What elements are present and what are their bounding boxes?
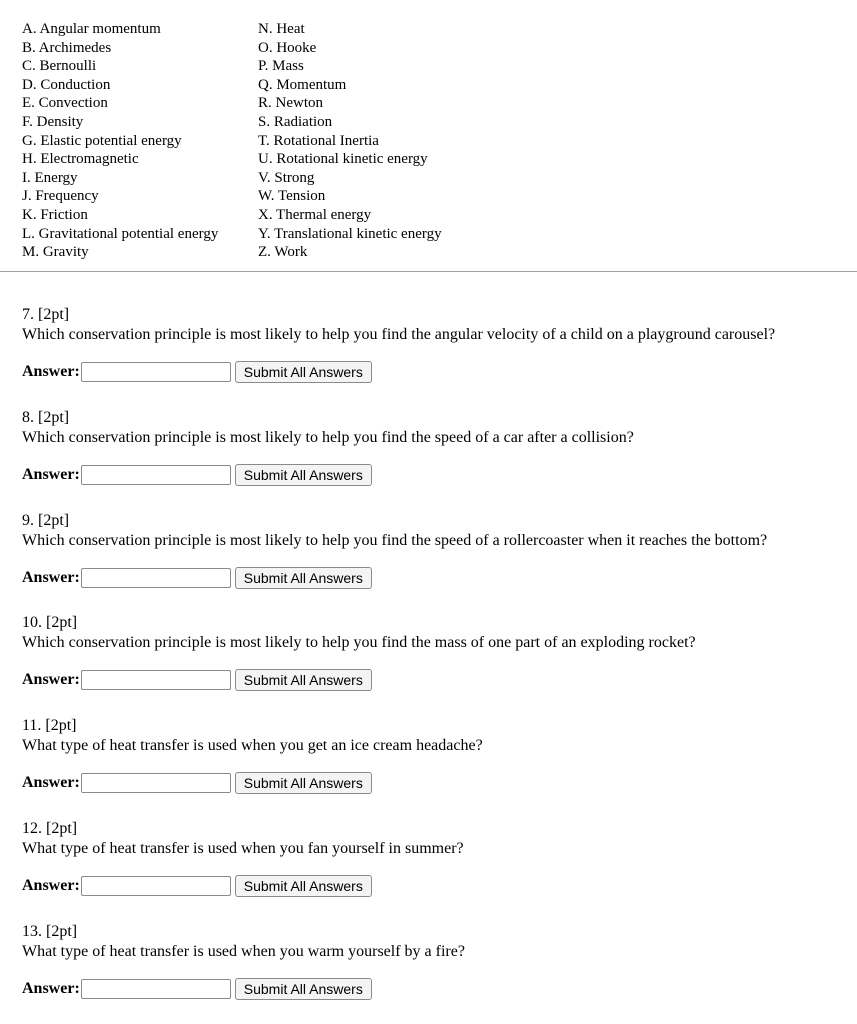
word-bank-item: U. Rotational kinetic energy — [258, 151, 428, 168]
answer-row — [22, 874, 372, 898]
answer-label: Answer: — [22, 466, 80, 483]
question-8 — [22, 408, 857, 483]
answer-label: Answer: — [22, 363, 80, 380]
question-number: 11. [2pt] — [22, 717, 77, 734]
question-number: 12. [2pt] — [22, 820, 78, 837]
question-text: What type of heat transfer is used when you fan yourself in summer? — [22, 840, 464, 857]
word-bank-left-column — [22, 20, 218, 262]
word-bank-item: L. Gravitational potential energy — [22, 225, 219, 242]
word-bank-item: N. Heat — [258, 21, 305, 37]
word-bank-item: S. Radiation — [258, 113, 333, 130]
question-text: What type of heat transfer is used when you warm yourself by a fire? — [22, 943, 465, 960]
answer-row — [22, 566, 372, 590]
answer-input-q11[interactable] — [81, 773, 231, 793]
word-bank-item: B. Archimedes — [22, 39, 112, 56]
word-bank-item: Y. Translational kinetic energy — [258, 225, 442, 242]
answer-row — [22, 463, 372, 487]
submit-all-answers-button[interactable]: Submit All Answers — [235, 464, 372, 486]
word-bank-item: I. Energy — [22, 169, 78, 186]
answer-input-q8[interactable] — [81, 465, 231, 485]
word-bank-item: H. Electromagnetic — [22, 151, 139, 168]
answer-input-q10[interactable] — [81, 670, 231, 690]
answer-input-q7[interactable] — [81, 362, 231, 382]
word-bank-item: E. Convection — [22, 95, 108, 112]
question-10 — [22, 613, 857, 688]
question-text: Which conservation principle is most likely to help you find the mass of one part of an exploding rocket? — [22, 634, 696, 651]
answer-input-q13[interactable] — [81, 979, 231, 999]
word-bank-item: X. Thermal energy — [258, 206, 372, 223]
question-text: Which conservation principle is most likely to help you find the angular velocity of a child on a playground carousel? — [22, 326, 776, 343]
answer-row — [22, 771, 372, 795]
question-text: Which conservation principle is most likely to help you find the speed of a car after a collision? — [22, 429, 634, 446]
word-bank-right-column — [258, 20, 442, 262]
question-number: 13. [2pt] — [22, 923, 78, 940]
submit-all-answers-button[interactable]: Submit All Answers — [235, 772, 372, 794]
question-number: 9. [2pt] — [22, 512, 70, 529]
word-bank-item: O. Hooke — [258, 39, 317, 56]
word-bank-item: R. Newton — [258, 95, 323, 112]
question-12 — [22, 819, 857, 894]
answer-row — [22, 977, 372, 1001]
submit-all-answers-button[interactable]: Submit All Answers — [235, 567, 372, 589]
section-divider — [0, 271, 857, 272]
submit-all-answers-button[interactable]: Submit All Answers — [235, 978, 372, 1000]
submit-all-answers-button[interactable]: Submit All Answers — [235, 875, 372, 897]
answer-label: Answer: — [22, 774, 80, 791]
question-text: Which conservation principle is most likely to help you find the speed of a rollercoaster when it reaches the bottom? — [22, 532, 768, 549]
answer-input-q12[interactable] — [81, 876, 231, 896]
submit-all-answers-button[interactable]: Submit All Answers — [235, 669, 372, 691]
answer-label: Answer: — [22, 569, 80, 586]
answer-row — [22, 668, 372, 692]
word-bank-item: G. Elastic potential energy — [22, 132, 182, 149]
word-bank-item: W. Tension — [258, 188, 326, 205]
answer-row — [22, 360, 372, 384]
question-11 — [22, 716, 857, 791]
question-number: 7. [2pt] — [22, 306, 70, 323]
answer-label: Answer: — [22, 671, 80, 688]
question-number: 10. [2pt] — [22, 614, 78, 631]
answer-label: Answer: — [22, 877, 80, 894]
word-bank-item: T. Rotational Inertia — [258, 132, 379, 149]
word-bank-item: F. Density — [22, 113, 84, 130]
word-bank-item: K. Friction — [22, 206, 88, 223]
word-bank-item: C. Bernoulli — [22, 58, 97, 75]
word-bank-item: J. Frequency — [22, 188, 99, 205]
answer-label: Answer: — [22, 980, 80, 997]
word-bank-item: P. Mass — [258, 58, 304, 75]
word-bank-item: M. Gravity — [22, 244, 89, 261]
question-13 — [22, 922, 857, 997]
question-9 — [22, 511, 857, 586]
word-bank-item: A. Angular momentum — [22, 21, 161, 37]
word-bank-item: V. Strong — [258, 169, 315, 186]
word-bank-item: Q. Momentum — [258, 76, 347, 93]
answer-input-q9[interactable] — [81, 568, 231, 588]
word-bank-item: D. Conduction — [22, 76, 111, 93]
word-bank-item: Z. Work — [258, 244, 308, 261]
question-number: 8. [2pt] — [22, 409, 70, 426]
submit-all-answers-button[interactable]: Submit All Answers — [235, 361, 372, 383]
question-text: What type of heat transfer is used when you get an ice cream headache? — [22, 737, 483, 754]
question-7 — [22, 305, 857, 380]
